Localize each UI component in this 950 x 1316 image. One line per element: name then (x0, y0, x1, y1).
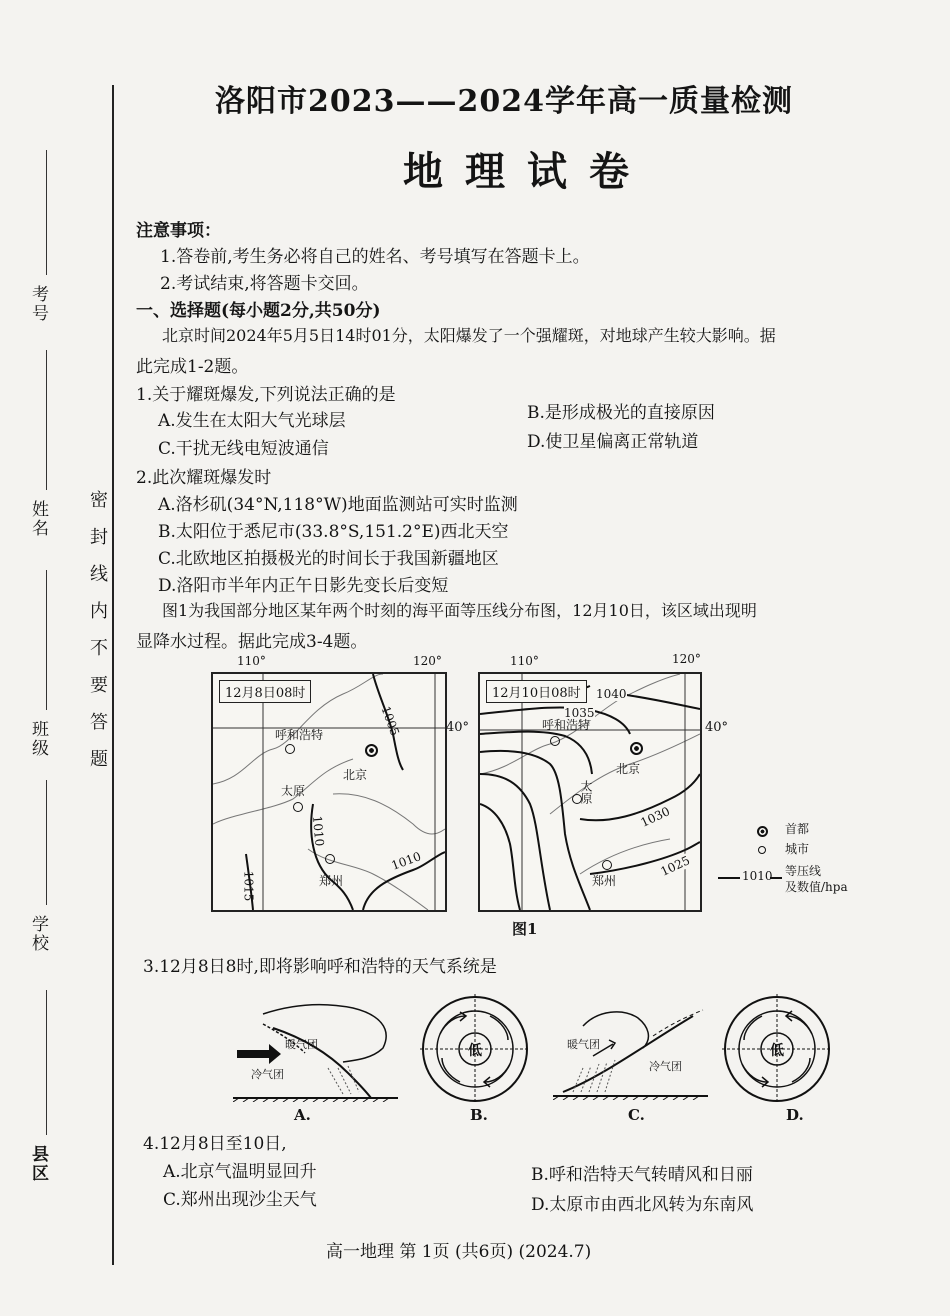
legend-capital: 首都 (785, 822, 810, 836)
map2-city-beijing: 北京 (616, 762, 641, 776)
map2-label: 12月10日08时 (486, 680, 587, 703)
map2-lat-40: 40° (705, 720, 729, 735)
map2 (478, 672, 702, 912)
q1-stem: 1.关于耀斑爆发,下列说法正确的是 (136, 385, 396, 405)
map1-city-beijing: 北京 (343, 768, 368, 782)
map2-taiyuan-marker (572, 794, 582, 804)
legend-city-icon (758, 846, 766, 854)
diagram-a-warm-label: 暖气团 (285, 1038, 318, 1051)
diagram-a-label: A. (294, 1106, 311, 1124)
county-label: 县区 (28, 1145, 48, 1183)
diagram-c-cold-label: 冷气团 (649, 1060, 682, 1073)
legend-isobar-text-1: 等压线 (785, 864, 822, 878)
map1-lon-120: 120° (413, 654, 442, 668)
map1-city-taiyuan: 太原 (281, 784, 306, 798)
exam-header: 洛阳市2023——2024学年高一质量检测 (215, 84, 793, 119)
diagram-d-label: D. (786, 1106, 804, 1124)
notice-title: 注意事项： (136, 221, 221, 241)
exam-number-blank[interactable] (46, 150, 47, 275)
map1-lon-110: 110° (237, 654, 266, 668)
map1-taiyuan-marker (293, 802, 303, 812)
legend-city: 城市 (785, 842, 810, 856)
legend-isobar-text-2: 及数值/hpa (785, 880, 848, 894)
section1-title: 一、选择题(每小题2分,共50分) (136, 301, 381, 321)
diagram-d-low-label: 低 (770, 1043, 784, 1059)
map2-zhengzhou-marker (602, 860, 612, 870)
map2-city-taiyuan: 太原 (579, 780, 593, 804)
class-label: 班级 (28, 720, 48, 758)
q2-option-b[interactable]: B.太阳位于悉尼市(33.8°S,151.2°E)西北天空 (158, 522, 509, 542)
q1-option-c[interactable]: C.干扰无线电短波通信 (158, 439, 329, 459)
map2-hohhot-marker (550, 736, 560, 746)
map2-city-zhengzhou: 郑州 (592, 874, 617, 888)
legend-isobar-sample: 1010 (742, 869, 773, 883)
name-blank[interactable] (46, 350, 47, 490)
q4-option-a[interactable]: A.北京气温明显回升 (163, 1162, 317, 1182)
diagram-d[interactable] (722, 994, 832, 1104)
map1-isobar-1010-a: 1010 (309, 815, 327, 847)
map2-beijing-marker (630, 742, 643, 755)
map1-zhengzhou-marker (325, 854, 335, 864)
fig-intro-1: 图1为我国部分地区某年两个时刻的海平面等压线分布图，12月10日，该区域出现明 (162, 601, 757, 620)
legend-isobar-line-right (770, 877, 782, 879)
school-blank[interactable] (46, 780, 47, 905)
legend-isobar-line-left (718, 877, 740, 879)
school-label: 学校 (28, 915, 48, 953)
q4-option-c[interactable]: C.郑州出现沙尘天气 (163, 1190, 317, 1210)
q4-stem: 4.12月8日至10日, (143, 1134, 287, 1154)
map2-isobar-1030: 1030 (638, 804, 673, 830)
notice-item-1: 1.答卷前,考生务必将自己的姓名、考号填写在答题卡上。 (160, 247, 590, 267)
q2-stem: 2.此次耀斑爆发时 (136, 468, 272, 488)
diagram-a[interactable] (233, 998, 403, 1102)
q1-option-a[interactable]: A.发生在太阳大气光球层 (158, 411, 346, 431)
binding-line (112, 85, 114, 1265)
figure-caption: 图1 (512, 920, 538, 938)
notice-item-2: 2.考试结束,将答题卡交回。 (160, 274, 369, 294)
diagram-a-cold-front (233, 998, 403, 1102)
diagram-c[interactable] (553, 996, 713, 1100)
q2-option-a[interactable]: A.洛杉矶(34°N,118°W)地面监测站可实时监测 (158, 495, 518, 515)
map2-lon-120: 120° (672, 652, 701, 666)
map1-lat-40: 40° (446, 720, 470, 735)
map2-city-hohhot: 呼和浩特 (542, 718, 591, 732)
q3-stem: 3.12月8日8时,即将影响呼和浩特的天气系统是 (143, 957, 497, 977)
map2-isobar-1040: 1040 (596, 687, 627, 701)
map1-label: 12月8日08时 (219, 680, 311, 703)
map1 (211, 672, 447, 912)
legend-capital-icon (757, 826, 768, 837)
diagram-a-cold-label: 冷气团 (251, 1068, 284, 1081)
q4-option-b[interactable]: B.呼和浩特天气转晴风和日丽 (531, 1165, 753, 1185)
map1-isobar-1010-b: 1010 (389, 849, 424, 873)
q2-option-d[interactable]: D.洛阳市半年内正午日影先变长后变短 (158, 576, 449, 596)
map1-beijing-marker (365, 744, 378, 757)
class-blank[interactable] (46, 570, 47, 710)
q4-option-d[interactable]: D.太原市由西北风转为东南风 (531, 1195, 754, 1215)
q1-option-b[interactable]: B.是形成极光的直接原因 (527, 403, 715, 423)
map1-hohhot-marker (285, 744, 295, 754)
diagram-c-label: C. (628, 1106, 645, 1124)
diagram-c-warm-label: 暖气团 (567, 1038, 600, 1051)
map2-isobar-1025: 1025 (658, 853, 693, 879)
diagram-b-low-label: 低 (468, 1043, 482, 1059)
map2-lon-110: 110° (510, 654, 539, 668)
diagram-b-label: B. (470, 1106, 488, 1124)
map1-city-zhengzhou: 郑州 (319, 874, 344, 888)
q1-option-d[interactable]: D.使卫星偏离正常轨道 (527, 432, 699, 452)
map1-isobar-1005: 1005 (378, 704, 403, 738)
subject-title: 地理试卷 (403, 148, 651, 195)
map1-isobar-1015: 1015 (241, 870, 256, 902)
name-label: 姓名 (28, 500, 48, 538)
county-blank[interactable] (46, 990, 47, 1135)
section1-intro-1: 北京时间2024年5月5日14时01分，太阳爆发了一个强耀斑，对地球产生较大影响。据 (162, 326, 776, 345)
seal-warning: 密封线内不要答题 (87, 490, 108, 786)
diagram-b[interactable] (420, 994, 530, 1104)
exam-number-label: 考号 (28, 285, 48, 323)
map2-isobar-1035: 1035 (564, 706, 595, 720)
fig-intro-2: 显降水过程。据此完成3-4题。 (136, 632, 368, 652)
section1-intro-2: 此完成1-2题。 (136, 357, 249, 377)
page-footer: 高一地理 第 1页 (共6页) (2024.7) (326, 1242, 592, 1262)
map1-city-hohhot: 呼和浩特 (275, 728, 324, 742)
q2-option-c[interactable]: C.北欧地区拍摄极光的时间长于我国新疆地区 (158, 549, 499, 569)
